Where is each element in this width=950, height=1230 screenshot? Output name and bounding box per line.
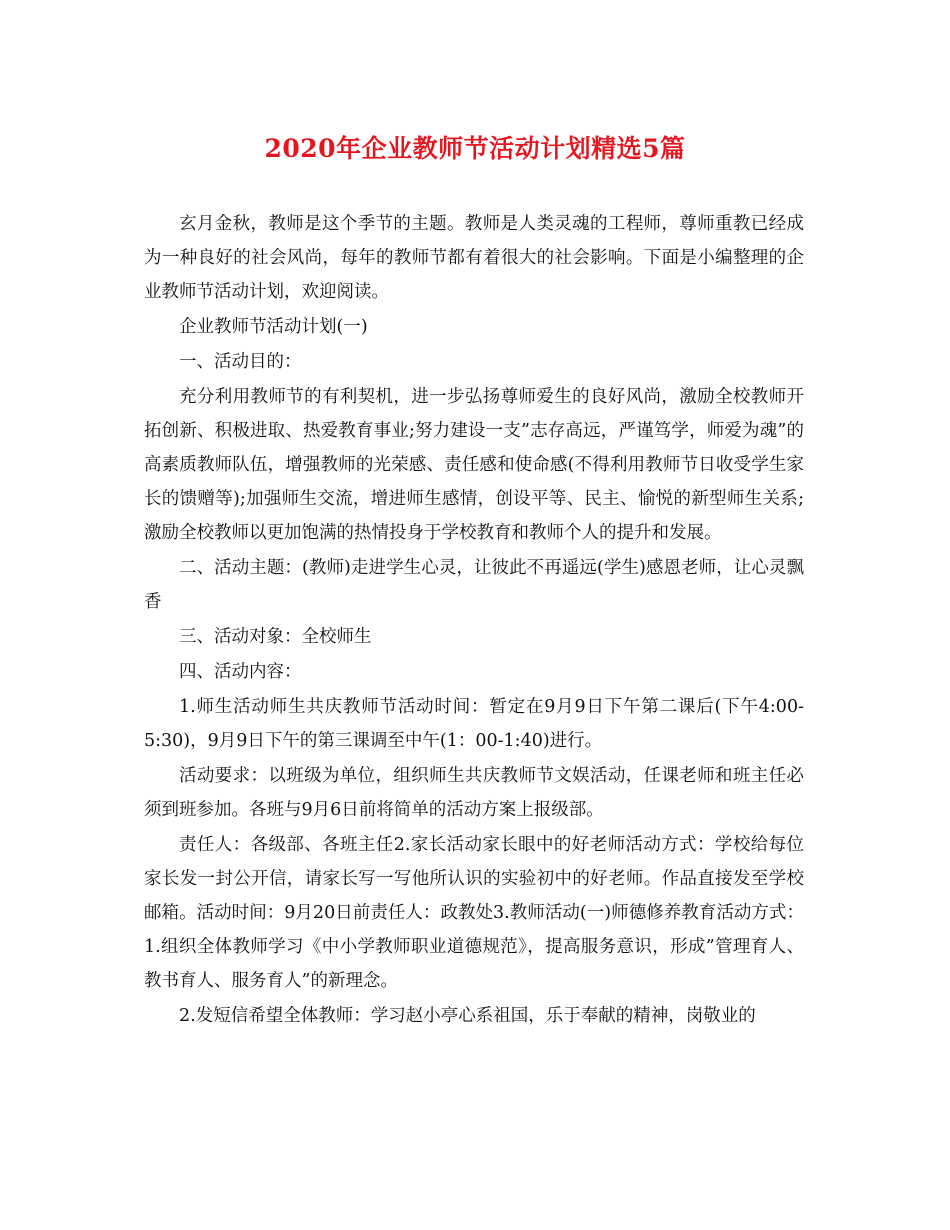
- paragraph-target: 三、活动对象：全校师生: [179, 627, 372, 647]
- paragraph-activity-1: 1.师生活动师生共庆教师节活动时间：暂定在9月9日下午第二课后(下午4:00-5:30)，9月9日下午的第三课调至中午(1：00-1:40)进行。: [144, 697, 804, 751]
- paragraph-sms: 2.发短信希望全体教师：学习赵小亭心系祖国，乐于奉献的精神，岗敬业的: [179, 1006, 756, 1026]
- paragraph-theme: 二、活动主题：(教师)走进学生心灵，让彼此不再遥远(学生)感恩老师，让心灵飘香: [144, 558, 804, 612]
- paragraph-requirements: 活动要求：以班级为单位，组织师生共庆教师节文娱活动，任课老师和班主任必须到班参加。各班与9月6日前将简单的活动方案上报级部。: [144, 766, 804, 820]
- paragraph-plan-heading: 企业教师节活动计划(一): [179, 317, 368, 337]
- paragraph-responsibility: 责任人：各级部、各班主任2.家长活动家长眼中的好老师活动方式：学校给每位家长发一封公开信，请家长写一写他所认识的实验初中的好老师。作品直接发至学校邮箱。活动时间：9月20日前责任人：政教处3.教师活动(一)师德修养教育活动方式：1.组织全体教师学习《中小学教师职业道德规范》，提高服务意识，形成”管理育人、教书育人、服务育人”的新理念。: [144, 835, 804, 991]
- paragraph-intro: 玄月金秋，教师是这个季节的主题。教师是人类灵魂的工程师，尊师重教已经成为一种良好的社会风尚，每年的教师节都有着很大的社会影响。下面是小编整理的企业教师节活动计划，欢迎阅读。: [144, 214, 804, 302]
- document-body: [144, 207, 804, 1033]
- document-title: 2020年企业教师节活动计划精选5篇: [264, 134, 686, 163]
- paragraph-purpose-body: 充分利用教师节的有利契机，进一步弘扬尊师爱生的良好风尚，激励全校教师开拓创新、积极进取、热爱教育事业;努力建设一支”志存高远，严谨笃学，师爱为魂”的高素质教师队伍，增强教师的光荣感、责任感和使命感(不得利用教师节日收受学生家长的馈赠等);加强师生交流，增进师生感情，创设平等、民主、愉悦的新型师生关系;激励全校教师以更加饱满的热情投身于学校教育和教师个人的提升和发展。: [144, 387, 804, 543]
- paragraph-section-purpose: 一、活动目的：: [179, 352, 302, 372]
- paragraph-section-content: 四、活动内容：: [179, 662, 302, 682]
